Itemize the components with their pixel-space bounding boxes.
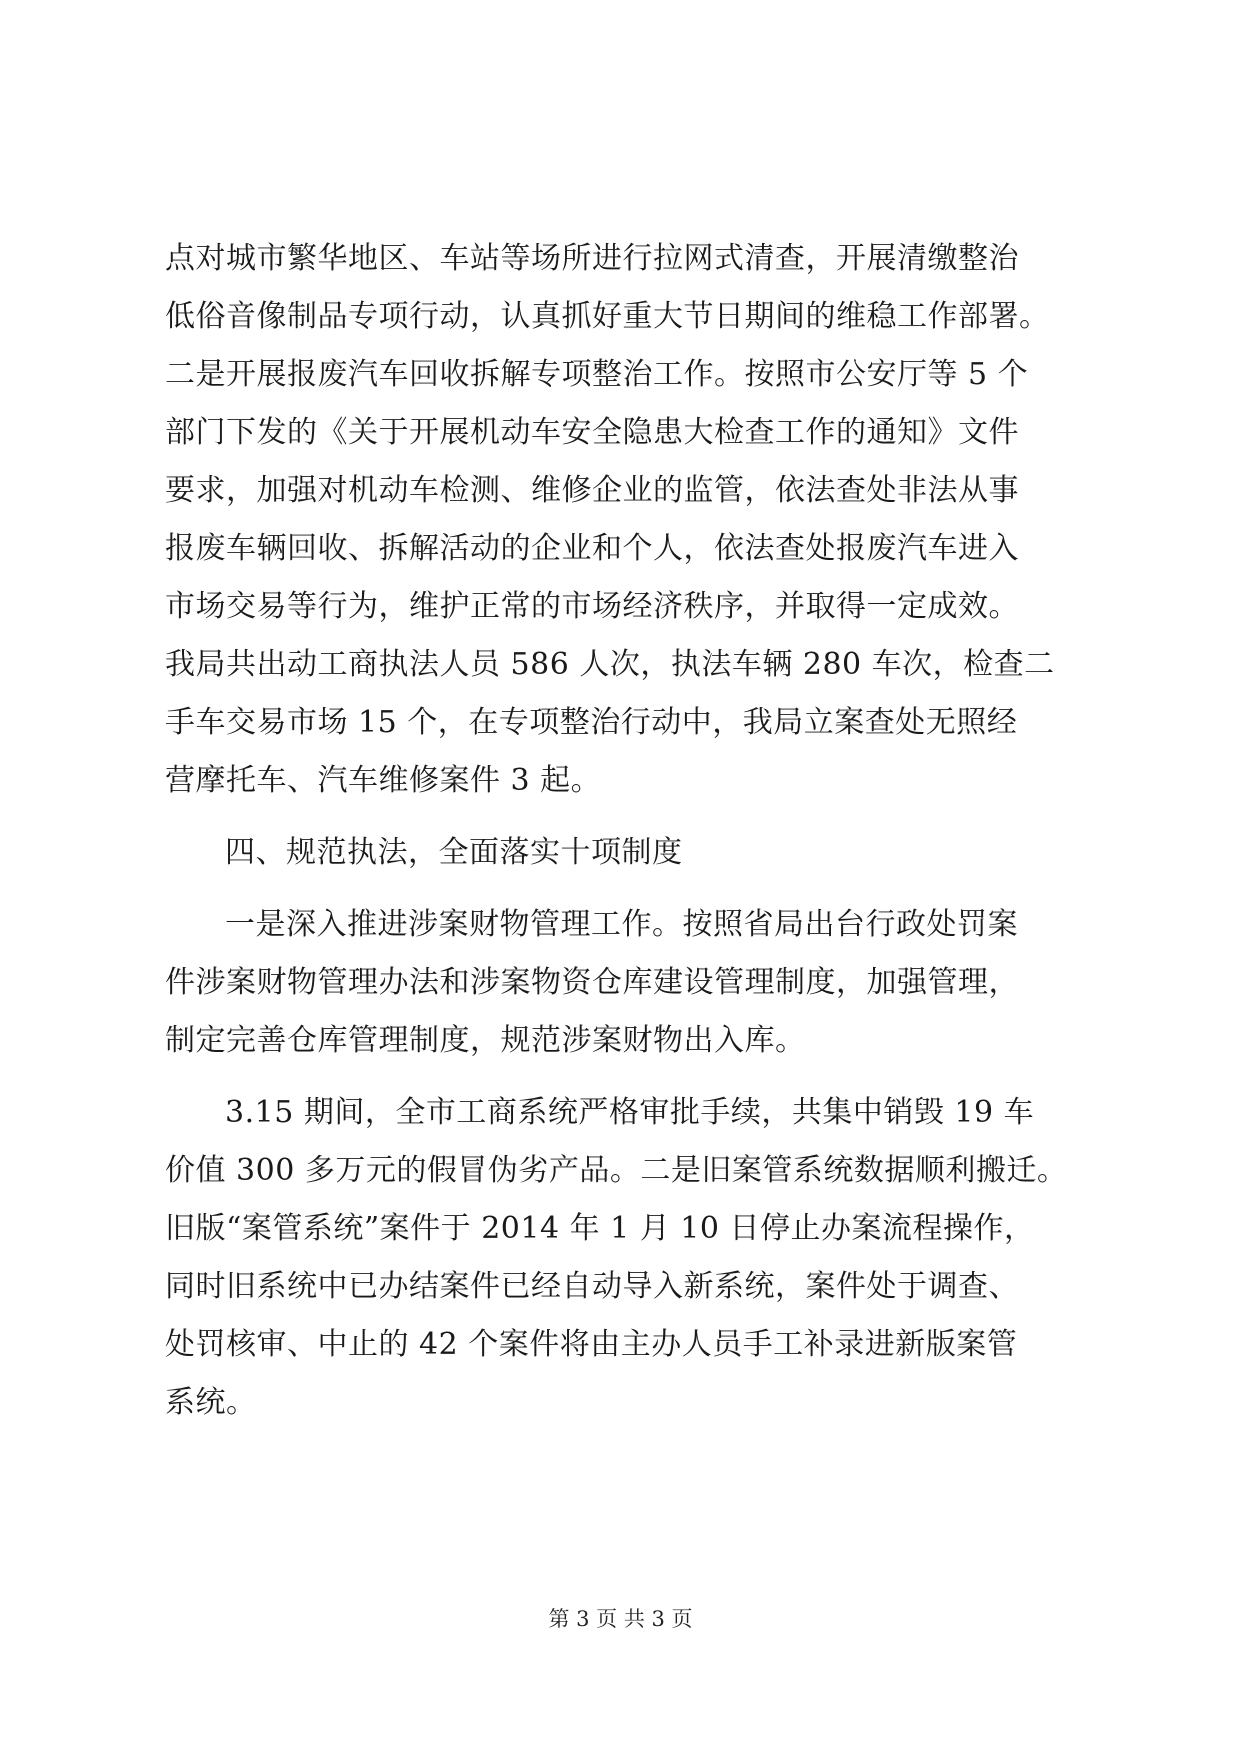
paragraph-gap [165,810,1085,824]
section-heading: 四、规范执法，全面落实十项制度 [225,835,683,870]
text-line: 同时旧系统中已办结案件已经自动导入新系统，案件处于调查、 [165,1269,1019,1304]
text-line: 低俗音像制品专项行动，认真抓好重大节日期间的维稳工作部署。 [165,299,1050,334]
text-line: 二是开展报废汽车回收拆解专项整治工作。按照市公安厅等 5 个 [165,357,1029,392]
paragraph-gap [165,882,1085,896]
text-line: 要求，加强对机动车检测、维修企业的监管，依法查处非法从事 [165,473,1019,508]
text-line: 处罚核审、中止的 42 个案件将由主办人员手工补录进新版案管 [165,1327,1018,1362]
text-line: 部门下发的《关于开展机动车安全隐患大检查工作的通知》文件 [165,415,1019,450]
text-line: 制定完善仓库管理制度，规范涉案财物出入库。 [165,1023,806,1058]
text-line: 我局共出动工商执法人员 586 人次，执法车辆 280 车次，检查二 [165,647,1055,682]
text-line: 手车交易市场 15 个，在专项整治行动中，我局立案查处无照经 [165,705,1018,740]
text-line: 件涉案财物管理办法和涉案物资仓库建设管理制度，加强管理， [165,965,1019,1000]
text-line: 3.15 期间，全市工商系统严格审批手续，共集中销毁 19 车 [225,1095,1035,1130]
document-body [165,230,1085,1432]
text-line: 点对城市繁华地区、车站等场所进行拉网式清查，开展清缴整治 [165,241,1019,276]
paragraph-gap [165,1070,1085,1084]
text-line: 营摩托车、汽车维修案件 3 起。 [165,763,602,798]
text-line: 旧版“案管系统”案件于 2014 年 1 月 10 日停止办案流程操作， [165,1211,1035,1246]
text-line: 系统。 [165,1385,257,1420]
text-line: 价值 300 多万元的假冒伪劣产品。二是旧案管系统数据顺利搬迁。 [165,1153,1068,1188]
text-line: 一是深入推进涉案财物管理工作。按照省局出台行政处罚案 [225,907,1018,942]
text-line: 市场交易等行为，维护正常的市场经济秩序，并取得一定成效。 [165,589,1019,624]
text-line: 报废车辆回收、拆解活动的企业和个人，依法查处报废汽车进入 [165,531,1019,566]
page-number-footer: 第 3 页 共 3 页 [548,1607,693,1631]
